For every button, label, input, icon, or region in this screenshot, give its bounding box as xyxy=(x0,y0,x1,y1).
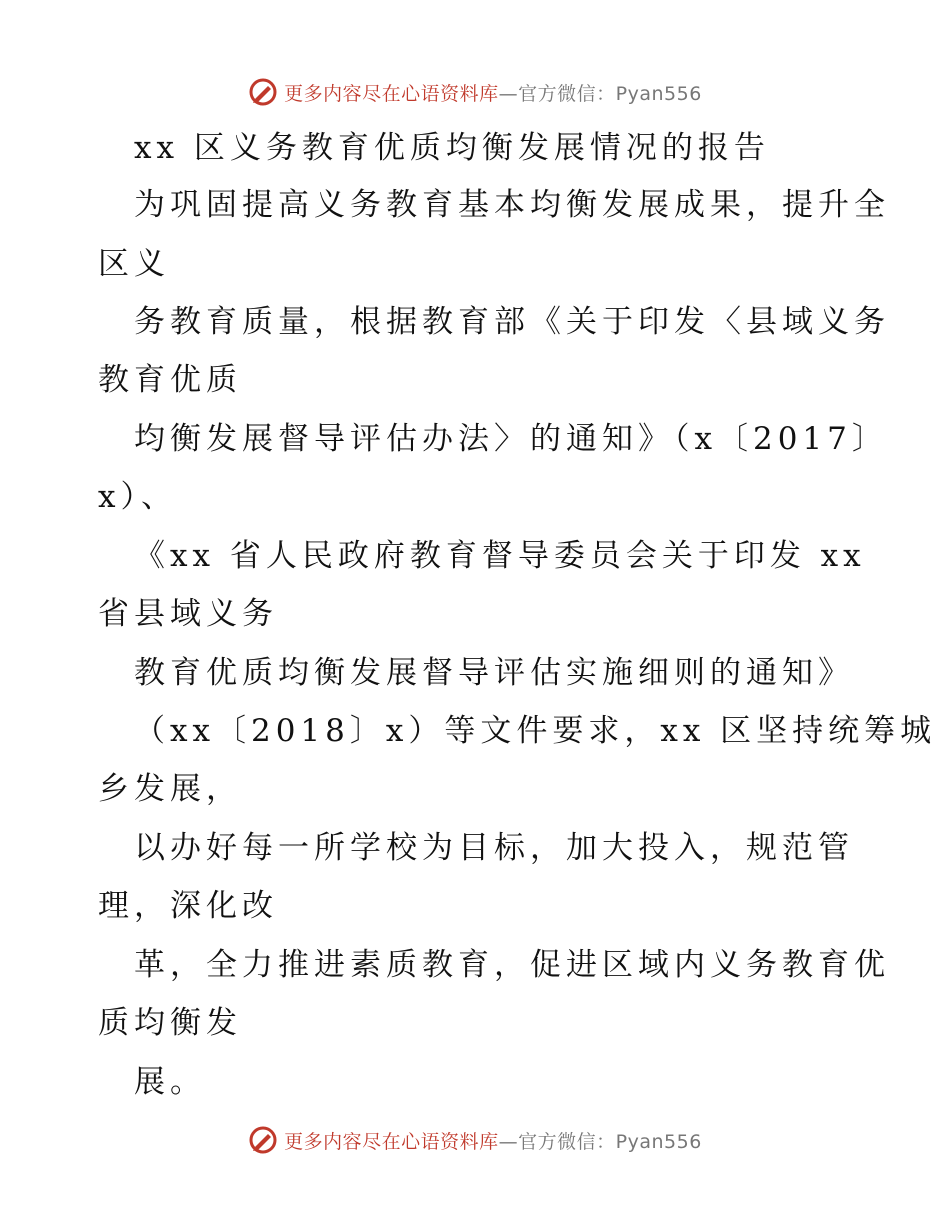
pen-logo-icon xyxy=(248,1125,278,1155)
footer-watermark xyxy=(0,1120,950,1160)
watermark-separator: — xyxy=(498,1130,519,1153)
paragraph-line: 理，深化改 xyxy=(98,888,278,924)
paragraph-line: 为巩固提高义务教育基本均衡发展成果，提升全 xyxy=(134,187,890,223)
paragraph-line: （xx〔2018〕x）等文件要求，xx 区坚持统筹城 xyxy=(134,713,937,749)
paragraph-line: 质均衡发 xyxy=(98,1005,242,1041)
paragraph-line: 区义 xyxy=(98,246,170,282)
watermark-suffix: 官方微信：Pyan556 xyxy=(518,82,702,105)
watermark-suffix: 官方微信：Pyan556 xyxy=(518,1130,702,1153)
paragraph-line: 以办好每一所学校为目标，加大投入，规范管 xyxy=(134,830,854,866)
watermark-text: 更多内容尽在心语资料库 xyxy=(284,1130,499,1153)
paragraph-line: 务教育质量，根据教育部《关于印发〈县域义务 xyxy=(134,304,890,340)
paragraph-line: 《xx 省人民政府教育督导委员会关于印发 xx xyxy=(134,538,866,574)
paragraph-line: 省县域义务 xyxy=(98,596,278,632)
paragraph-line: 教育优质 xyxy=(98,362,242,398)
paragraph-line: 展。 xyxy=(134,1064,206,1100)
paragraph-line: 乡发展， xyxy=(98,771,242,807)
document-title: xx 区义务教育优质均衡发展情况的报告 xyxy=(134,130,770,166)
pen-logo-icon xyxy=(248,77,278,107)
watermark-separator: — xyxy=(498,82,519,105)
paragraph-line: 均衡发展督导评估办法〉的通知》（x〔2017〕 xyxy=(134,421,888,457)
paragraph-line: 教育优质均衡发展督导评估实施细则的通知》 xyxy=(134,655,854,691)
paragraph-line: x）、 xyxy=(98,479,177,515)
paragraph-line: 革，全力推进素质教育，促进区域内义务教育优 xyxy=(134,947,890,983)
header-watermark xyxy=(0,72,950,112)
watermark-text: 更多内容尽在心语资料库 xyxy=(284,82,499,105)
